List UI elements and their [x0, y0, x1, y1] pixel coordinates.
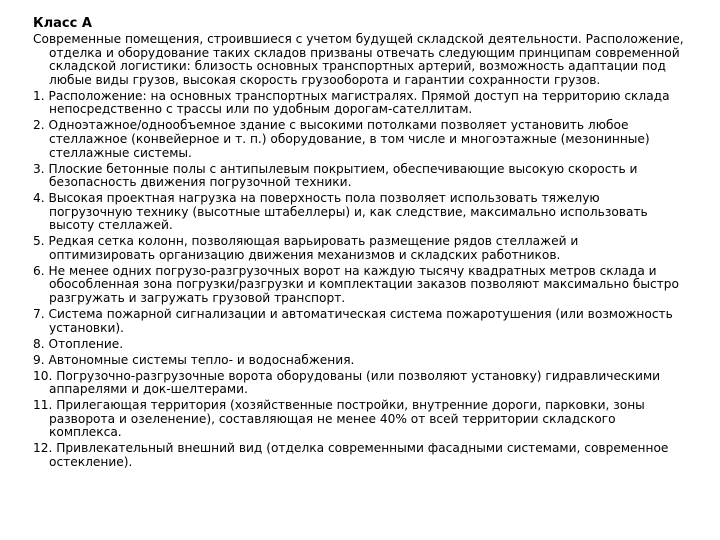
list-item-5: 5. Редкая сетка колонн, позволяющая варьировать размещение рядов стеллажей и оптимизировать организацию движения механизмов и складских работников. — [33, 234, 579, 262]
slide-title: Класс А — [33, 16, 92, 31]
list-item-4: 4. Высокая проектная нагрузка на поверхность пола позволяет использовать тяжелую погрузочную технику (высотные штабеллеры) и, как следствие, максимально использовать высоту стеллажей. — [33, 191, 648, 233]
list-item-10: 10. Погрузочно-разгрузочные ворота оборудованы (или позволяют установку) гидравлическими аппарелями и док-шелтерами. — [33, 368, 661, 397]
list-item-12: 12. Привлекательный внешний вид (отделка современными фасадными системами, современное остекление). — [33, 441, 669, 469]
list-item-8: 8. Отопление. — [33, 336, 124, 351]
list-item-1: 1. Расположение: на основных транспортных магистралях. Прямой доступ на территорию склада непосредственно с трассы или по удобным дорогам-сателлитам. — [33, 88, 670, 117]
list-item-2: 2. Одноэтажное/однообъемное здание с высокими потолками позволяет установить любое стеллажное (конвейерное и т. п.) оборудование, в том числе и многоэтажные (мезонинные) стеллажные системы. — [33, 118, 650, 160]
list-item-9: 9. Автономные системы тепло- и водоснабжения. — [33, 352, 355, 367]
list-item-11: 11. Прилегающая территория (хозяйственные постройки, внутренние дороги, парковки, зоны разворота и озеленение), составляющая не менее 40% от всей территории складского комплекса. — [33, 398, 645, 440]
intro-paragraph: Современные помещения, строившиеся с учетом будущей складской деятельности. Расположение, отделка и оборудование таких складов призваны отвечать следующим принципам современной складской логистики: близость основных транспортных артерий, возможность адаптации под любые виды грузов, высокая скорость грузооборота и гарантии сохранности грузов. — [33, 32, 684, 87]
list-item-6: 6. Не менее одних погрузо-разгрузочных ворот на каждую тысячу квадратных метров склада и обособленная зона погрузки/разгрузки и комплектации заказов позволяют максимально быстро разгружать и загружать грузовой транспорт. — [33, 263, 679, 306]
list-item-3: 3. Плоские бетонные полы с антипылевым покрытием, обеспечивающие высокую скорость и безопасность движения погрузочной техники. — [33, 161, 638, 190]
list-item-7: 7. Система пожарной сигнализации и автоматическая система пожаротушения (или возможность установки). — [33, 307, 673, 335]
